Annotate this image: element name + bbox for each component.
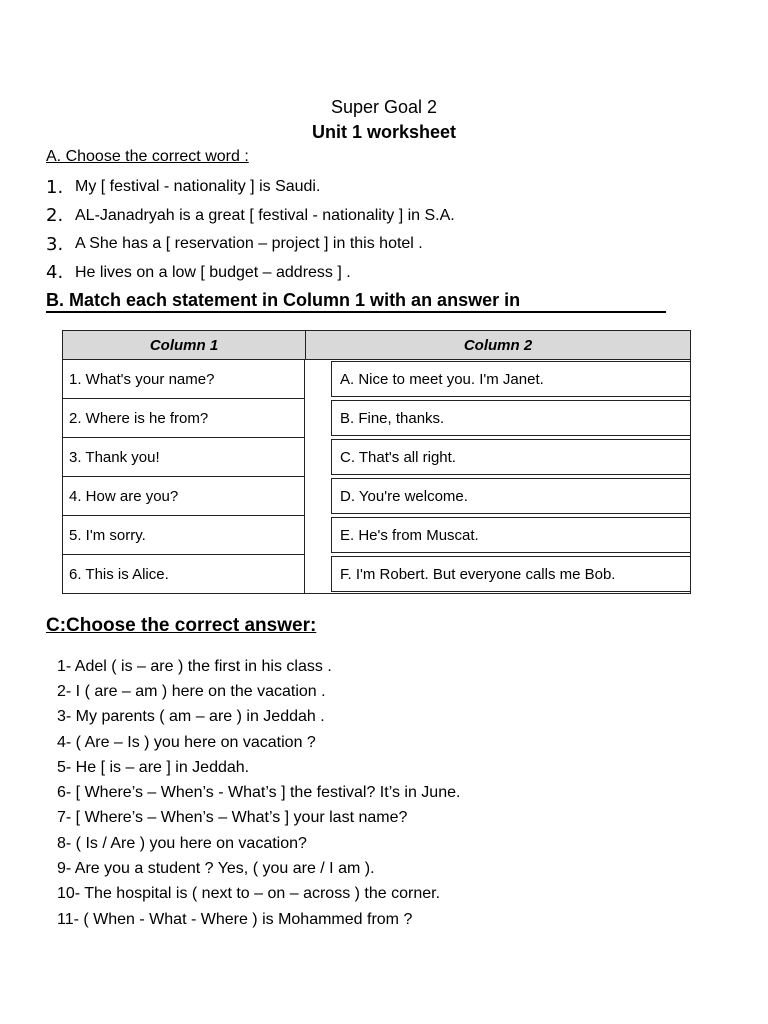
list-item: 1- Adel ( is – are ) the first in his class . bbox=[57, 657, 332, 675]
match-table bbox=[62, 330, 691, 594]
list-item: 7- [ Where’s – When’s – What’s ] your last name? bbox=[57, 809, 408, 827]
section-c-heading: C:Choose the correct answer: bbox=[46, 615, 317, 636]
list-item: 11- ( When - What - Where ) is Mohammed from ? bbox=[57, 910, 413, 928]
section-a-heading: A. Choose the correct word : bbox=[46, 148, 249, 165]
worksheet-title bbox=[0, 95, 768, 145]
table-row bbox=[63, 438, 690, 477]
column-1-cell: 1. What's your name? bbox=[63, 360, 305, 399]
list-item bbox=[46, 259, 455, 288]
item-number: 3. bbox=[46, 233, 64, 255]
item-number: 2. bbox=[46, 205, 64, 227]
column-2-cell: D. You're welcome. bbox=[331, 478, 690, 514]
item-text: AL-Janadryah is a great [ festival - nationality ] in S.A. bbox=[75, 206, 455, 224]
item-number: 1. bbox=[46, 176, 64, 198]
column-2-cell: E. He's from Muscat. bbox=[331, 517, 690, 553]
list-item: 5- He [ is – are ] in Jeddah. bbox=[57, 758, 250, 776]
list-item: 9- Are you a student ? Yes, ( you are / I am ). bbox=[57, 860, 375, 878]
section-a-list bbox=[46, 173, 455, 287]
column-1-cell: 3. Thank you! bbox=[63, 438, 305, 477]
section-c-list bbox=[57, 654, 460, 932]
column-2-cell: A. Nice to meet you. I'm Janet. bbox=[331, 361, 690, 397]
title-line-2: Unit 1 worksheet bbox=[311, 122, 457, 142]
table-row bbox=[63, 399, 690, 438]
table-row bbox=[63, 516, 690, 555]
section-b-heading: B. Match each statement in Column 1 with an answer in bbox=[46, 289, 666, 313]
column-2-cell: B. Fine, thanks. bbox=[331, 400, 690, 436]
table-header bbox=[63, 331, 690, 360]
item-text: He lives on a low [ budget – address ] . bbox=[75, 263, 351, 281]
column-2-cell: F. I'm Robert. But everyone calls me Bob. bbox=[331, 556, 690, 592]
item-text: A She has a [ reservation – project ] in this hotel . bbox=[75, 235, 423, 253]
table-row bbox=[63, 360, 690, 399]
title-line-1: Super Goal 2 bbox=[330, 97, 438, 117]
list-item bbox=[46, 173, 455, 202]
column-1-cell: 5. I'm sorry. bbox=[63, 516, 305, 555]
table-row bbox=[63, 555, 690, 594]
table-row bbox=[63, 477, 690, 516]
list-item: 2- I ( are – am ) here on the vacation . bbox=[57, 682, 326, 700]
list-item: 8- ( Is / Are ) you here on vacation? bbox=[57, 834, 307, 852]
item-text: My [ festival - nationality ] is Saudi. bbox=[75, 178, 321, 196]
list-item: 3- My parents ( am – are ) in Jeddah . bbox=[57, 708, 325, 726]
list-item: 6- [ Where’s – When’s - What’s ] the festival? It’s in June. bbox=[57, 784, 461, 802]
item-number: 4. bbox=[46, 262, 64, 284]
column-1-header: Column 1 bbox=[63, 331, 306, 359]
list-item: 10- The hospital is ( next to – on – across ) the corner. bbox=[57, 885, 441, 903]
column-2-header: Column 2 bbox=[463, 336, 533, 354]
column-2-cell: C. That's all right. bbox=[331, 439, 690, 475]
list-item bbox=[46, 230, 455, 259]
column-1-cell: 4. How are you? bbox=[63, 477, 305, 516]
column-1-cell: 6. This is Alice. bbox=[63, 555, 305, 594]
column-1-cell: 2. Where is he from? bbox=[63, 399, 305, 438]
list-item bbox=[46, 202, 455, 231]
list-item: 4- ( Are – Is ) you here on vacation ? bbox=[57, 733, 316, 751]
